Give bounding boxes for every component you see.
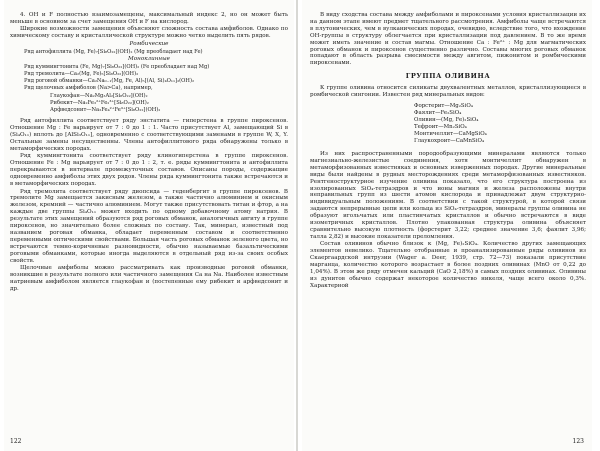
- mineral-item: Тефроит—Mn₂SiO₄: [414, 123, 467, 130]
- paragraph: Широкие возможности замещения объясняют сложность состава амфиболов. Однако по химическому составу и кристаллической структуре можно четко выделить пять рядов.: [10, 26, 288, 40]
- section-heading: ГРУППА ОЛИВИНА: [405, 72, 491, 81]
- paragraph: Щелочные амфиболы можно рассматривать как производные роговой обманки, возникшие в результате полного или частичного замещения Ca на Na. Наиболее известным натриевым амфиболом является глаукофан и (постепенные ему рибекит и арфведсонит и др.: [10, 265, 288, 292]
- formula-cummingtonite: Ряд куммингтонита (Fe, Mg)₇[Si₈O₂₂](OH)₂ (Fe преобладает над Mg): [24, 63, 210, 70]
- mineral-item: Монтичеллит—CaMgSiO₄: [414, 130, 487, 137]
- paragraph: В виду сходства состава между амфиболами и пироксенами условия кристаллизации их на данном этапе имеют предмет тщательного рассмотрения. Амфиболы чаще встречаются в плутонических, чем в вулканических породах, очевидно, вследствие того, что вхождение OH-группы в структуру облегчается при кристаллизации под давлением. В то же время может иметь значение и состав магмы. Отношение Ca : Fe²⁺ : Mg для магматических роговых обманок и пироксенов существенно различно. Составы многих роговых обманок попадают в область разрыва смесимости между авгитом, пижонитом и ромбическими пироксенами.: [310, 12, 586, 67]
- page-number-right: 123: [572, 438, 584, 445]
- subheading-monoclinic: Моноклинные: [128, 55, 170, 62]
- formula-glaucophane: Глаукофан—Na₂Mg₃Al₂[Si₈O₂₂](OH)₂: [50, 92, 148, 99]
- paragraph: Ряд куммингтонита соответствует ряду клиногиперстена в группе пироксенов. Отношение Fe : Mg варьирует от 7 : 0 до 1 : 2, т. е. ряды куммингтонита и антофиллита перекрываются в интервале промежуточных составов. Описаны породы, содержащие одновременно амфиболы этих двух рядов. Члены ряда куммингтонита также встречаются и в метаморфических породах.: [10, 153, 288, 187]
- paragraph: Из них распространенными породообразующими минералами являются только магнезиально-железистые соединения, хотя монтичеллит обнаружен в метаморфизованных известняках и основных изверженных породах. Другие минеральные виды были найдены в рудных месторождениях среди метаморфизованных известняков. Рентгеноструктурное изучение оливина показало, что его структура построена из изолированных SiO₄-тетраэдров и что ионы магния и железа расположены внутри неправильных групп из шести атомов кислорода и принадлежат двум структурно-индивидуальным положениям. В соответствии с такой структурой, в которой связи задаются непрерывные цепи или кольца из SiO₄-тетраэдров, минералы группы оливина не образуют игольчатых или пластинчатых кристаллов и обычно встречаются в виде изометричных кристаллов. Плотно упакованная структура оливина объясняет сравнительно высокую плотность (форстерит 3,22; среднее значение 3,6; фаялит 3,96; талла 2,82) и высокие показатели преломления.: [310, 150, 586, 240]
- mineral-item: Фаялит—Fe₂SiO₄: [414, 109, 462, 116]
- formula-alkali: Ряд щелочных амфиболов (Na>Ca), например,: [24, 85, 153, 92]
- formula-anthophyllite: Ряд антофиллита (Mg, Fe)₇[Si₈O₂₂](OH)₂ (Mg преобладает над Fe): [24, 48, 203, 55]
- right-page: [302, 0, 592, 451]
- left-page: [4, 0, 294, 451]
- mineral-list: [310, 103, 586, 145]
- right-text-column: [310, 12, 586, 290]
- formula-tremolite: Ряд тремолита—Ca₂(Mg, Fe)₅[Si₈O₂₂](OH)₂: [24, 71, 139, 78]
- paragraph: 4. OH и F полностью взаимозамещены, максимальный индекс 2, но он может быть меньше в основном за счет замещения OH и F на кислород.: [10, 12, 288, 25]
- formula-riebeckite: Рибекит—Na₂Fe₃²⁺Fe₂³⁺[Si₈O₂₂](OH)₂: [50, 99, 149, 106]
- formula-hornblende: Ряд роговой обманки—Ca₂Na₀₋₁(Mg, Fe, Al)₅[(Al, Si)₄O₁₁]₂(OH)₂: [24, 78, 195, 85]
- paragraph: Ряд антофиллита соответствует ряду энстатита — гиперстена в группе пироксенов. Отношение Mg : Fe варьирует от 7 : 0 до 1 : 1. Часто присутствует Al, замещающий Si в (Si₄O₁₁) вплоть до [AlSi₃O₁₁], одновременно с соответствующими заменами в группе W, X, Y. Остальные замены несущественны. Члены антофиллитового ряда обнаружены только в метаморфических породах.: [10, 118, 288, 152]
- left-text-column: [10, 12, 288, 293]
- paragraph: Ряд тремолита соответствует ряду диопсида — геденбергит в группе пироксенов. В тремолите Mg замещается закисным железом, а также частично алюминием и окисным железом, кремний — частично алюминием. Могут также присутствовать титан и фтор, а на каждые две группы Si₄O₁₁ может входить по одному добавочному атому натрия. В результате этих замещений образуются ряд роговых обманок, аналогичных авгиту в группе пироксенов, но значительно более сложных по составу. Так, минерал, известный под названием роговая обманка, обладает переменным составом и соответственно переменными оптическими свойствами. Большая часть роговых обманок зеленого цвета, но встречаются темно-коричневые разновидности, обычно называемые базальтическими роговыми обманками, которые иногда выделяются в отдельный ряд из-за своих особых свойств.: [10, 188, 288, 264]
- mineral-item: Глаукохроит—CaMnSiO₄: [414, 137, 485, 144]
- page-number-left: 122: [10, 438, 22, 445]
- subheading-rhombic: Ромбические: [129, 40, 169, 47]
- paragraph: К группе оливина относится силикаты двухвалентных металлов, кристаллизующиеся в ромбической сингонии. Известен ряд минеральных видов:: [310, 85, 586, 99]
- paragraph: Состав оливинов обычно близок к (Mg, Fe)₂SiO₄. Количество других замещающих элементов невелико. Тщательно отобранные и проанализированные ряды оливинов из Скаергаардской интрузии (Wager a. Deer, 1939, стр. 72—73) показали присутствие марганца, количество которого возрастает в более поздних оливинах (MnO от 0,22 до 1,04%). В этом же ряду отмечен кальций (CaO 2,18%) в самых поздних оливинах. Оливины из дунитов обычно содержат некоторое количество никеля, чаще всего около 0,3%. Характерной: [310, 241, 586, 289]
- mineral-item: Оливин—(Mg, Fe)₂SiO₄: [414, 116, 479, 123]
- book-gutter: [296, 0, 298, 451]
- formula-arfvedsonite: Арфведсонит—Na₃Fe₄²⁺Fe³⁺[Si₈O₂₂](OH)₂: [50, 107, 161, 114]
- mineral-item: Форстерит—Mg₂SiO₄: [414, 102, 473, 109]
